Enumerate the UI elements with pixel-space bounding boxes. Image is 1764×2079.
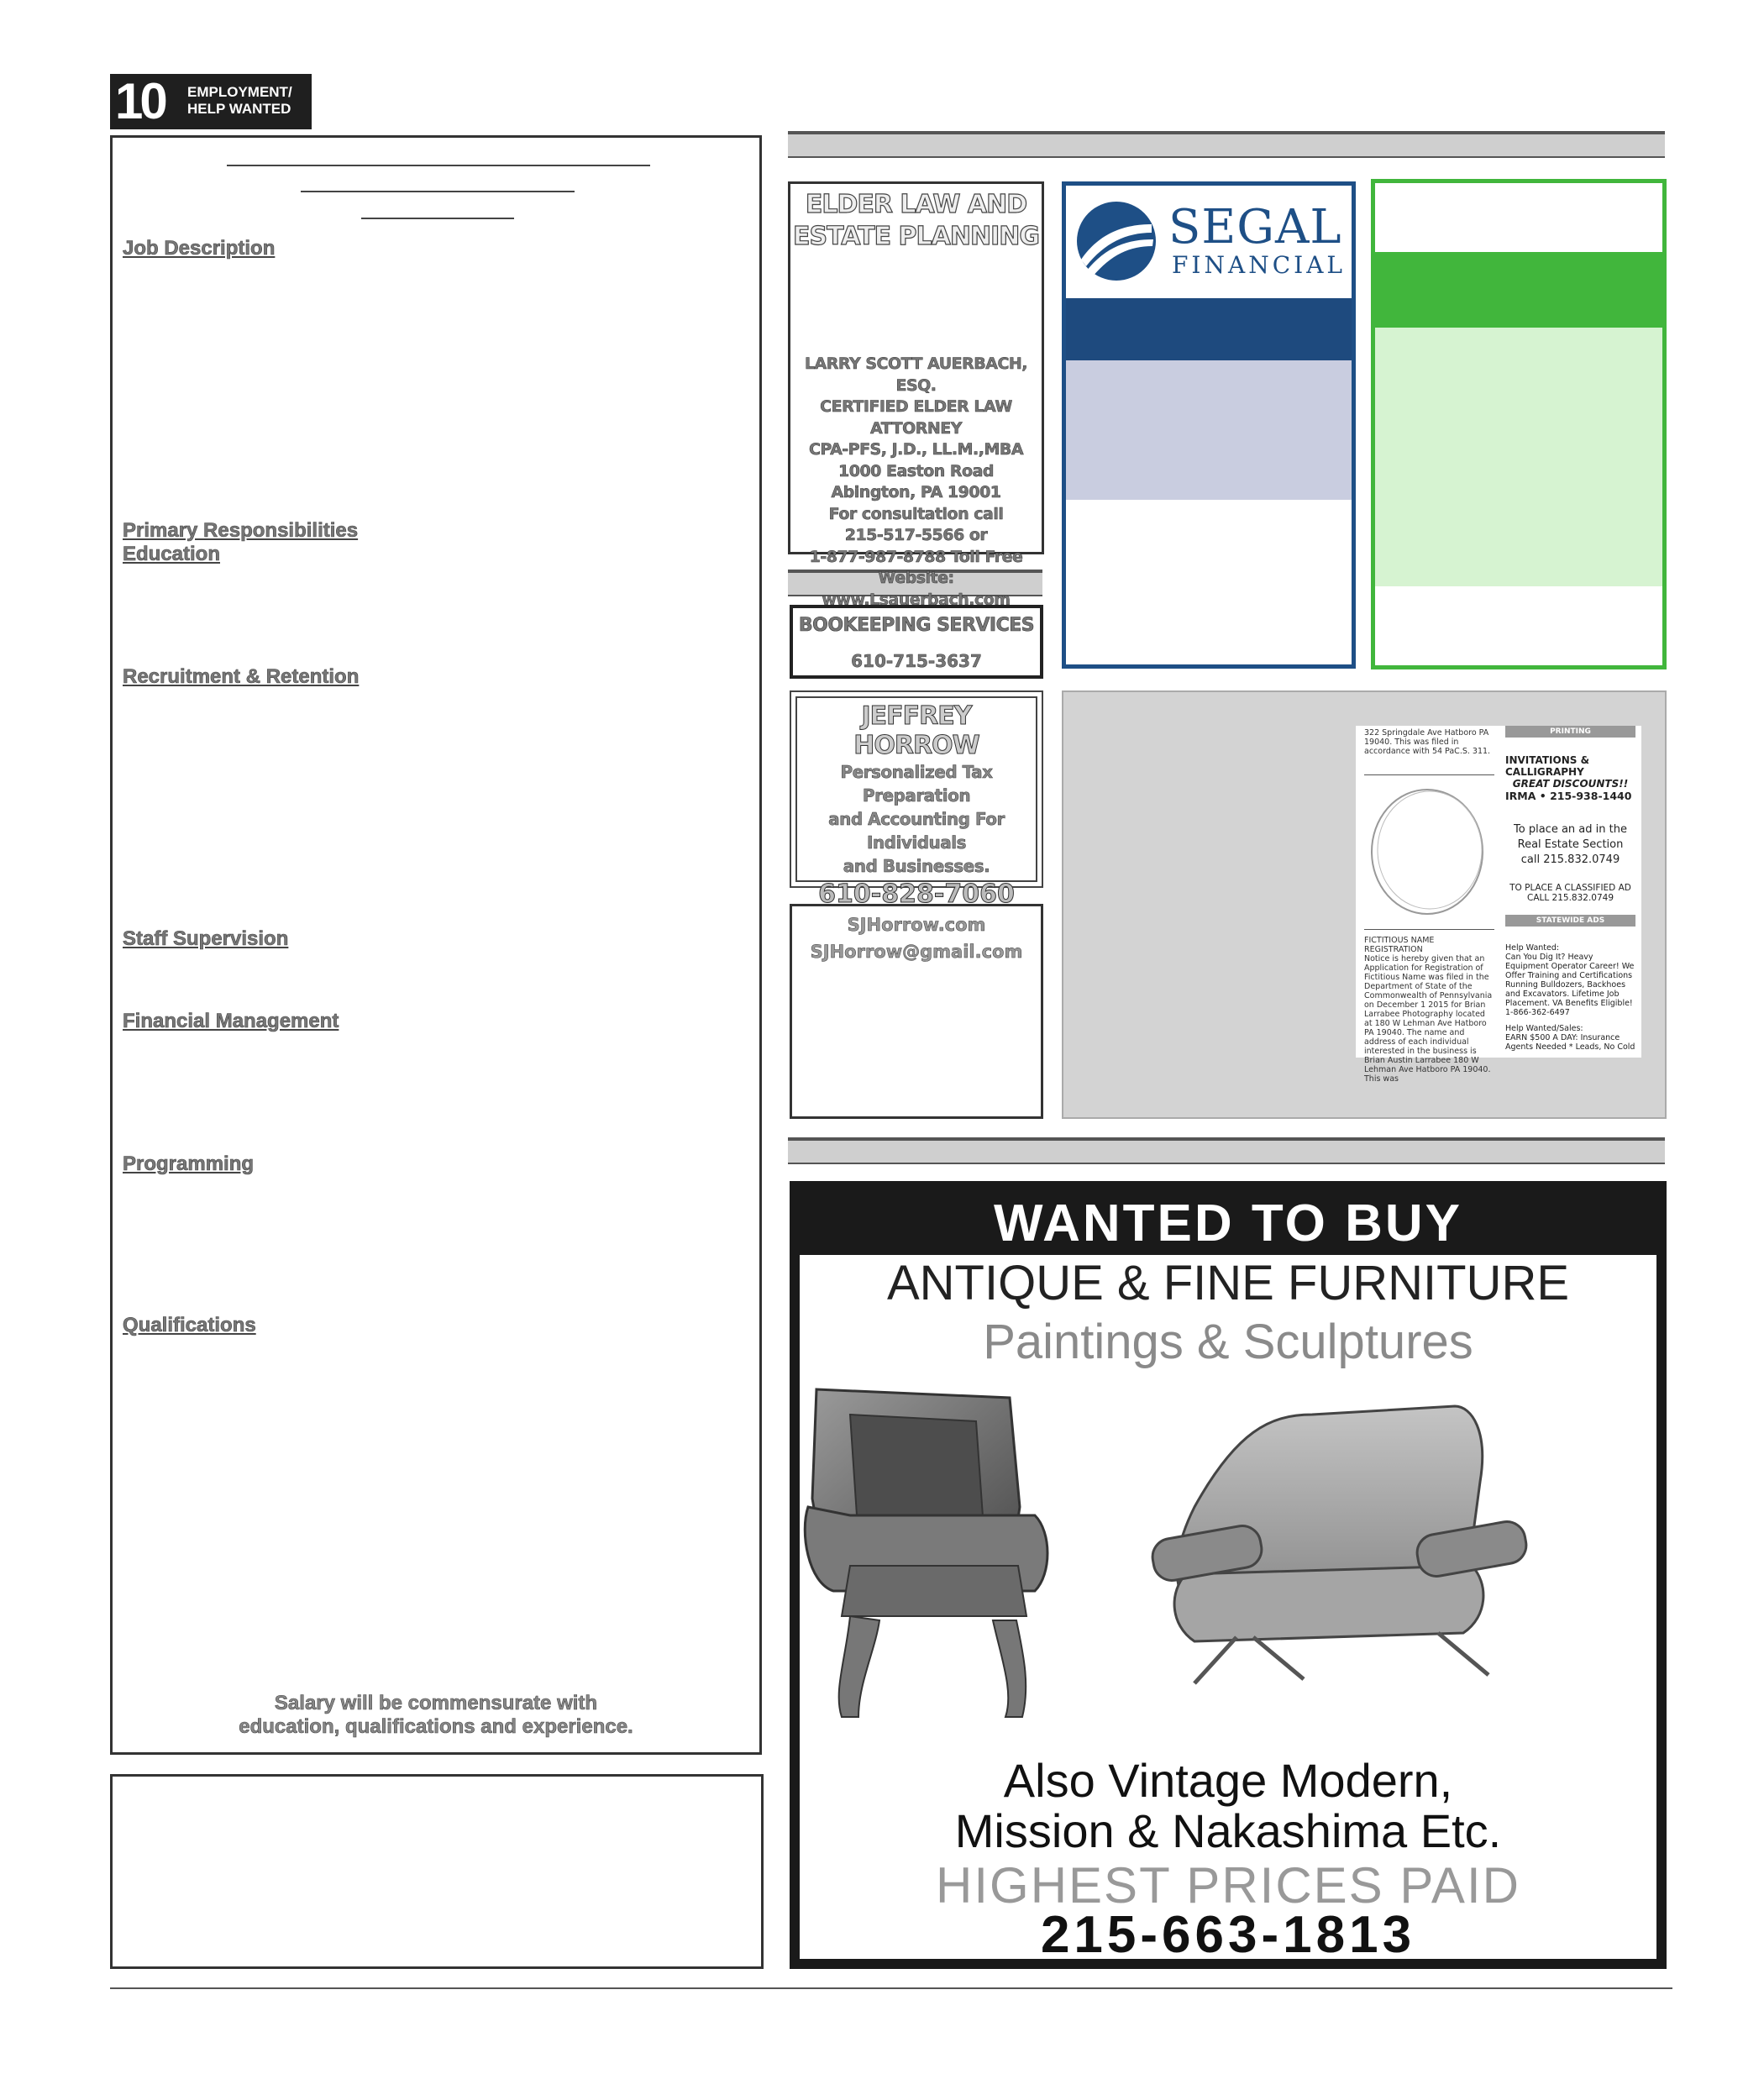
- section-title-line1: EMPLOYMENT/: [187, 84, 292, 100]
- green-ad: [1371, 179, 1667, 669]
- clipping-left-column: [1364, 726, 1494, 1084]
- realestate-line: call 215.832.0749: [1520, 853, 1620, 866]
- elder-law-ad: [788, 181, 1044, 609]
- horrow-tax-ad: [790, 690, 1043, 962]
- elder-law-line: CPA-PFS, J.D., LL.M.,MBA: [808, 440, 1024, 459]
- segal-wordmark: SEGAL: [1168, 200, 1342, 255]
- wanted-line-vintage-1: Also Vintage Modern,: [1003, 1754, 1453, 1807]
- classified-notice: [1505, 883, 1635, 903]
- segal-blue-band: [1066, 298, 1352, 360]
- statewide-header: STATEWIDE ADS: [1505, 915, 1635, 927]
- furniture-illustration-icon: [800, 1381, 1656, 1751]
- title-rule-2: [301, 191, 575, 192]
- section-bar-bottom: [788, 1137, 1665, 1164]
- horrow-phone: 610-828-7060: [818, 879, 1015, 909]
- horrow-inner-frame: [795, 696, 1037, 962]
- printing-discount: GREAT DISCOUNTS!!: [1512, 778, 1629, 790]
- classified-clipping: [1356, 726, 1641, 1084]
- title-rule-3: [361, 218, 514, 219]
- elder-law-website: Website: www.Lsauerbach.com: [822, 569, 1011, 609]
- help-wanted-body: Can You Dig It? Heavy Equipment Operator Career! We Offer Training and Certifications Running Bulldozers, Backhoes and Excavators. Lifetime Job Placement. VA Benefits Eligible! 1-866-362-6497: [1505, 953, 1635, 1017]
- heading-recruitment-retention: Recruitment & Retention: [123, 665, 360, 688]
- wanted-headline: WANTED TO BUY: [994, 1194, 1462, 1252]
- page-footer-rule: [110, 1987, 1672, 1989]
- salary-line-2: education, qualifications and experience.: [239, 1715, 633, 1738]
- wanted-highest-prices: HIGHEST PRICES PAID: [936, 1857, 1520, 1914]
- realestate-line: Real Estate Section: [1517, 838, 1624, 851]
- salary-line-1: Salary will be commensurate with: [274, 1692, 598, 1714]
- segal-subtitle: FINANCIAL: [1172, 251, 1347, 279]
- realestate-notice: [1505, 822, 1635, 868]
- help-wanted-label: Help Wanted:: [1505, 943, 1560, 953]
- wanted-to-buy-ad: [790, 1181, 1667, 1969]
- horrow-site: SJHorrow.com: [847, 915, 986, 935]
- blank-ad-box: [110, 1774, 764, 1969]
- wanted-ad-body: [800, 1255, 1656, 1964]
- section-title-line2: HELP WANTED: [187, 101, 291, 117]
- elder-law-line: 1000 Easton Road: [838, 461, 994, 480]
- clipping-right-column: [1505, 726, 1635, 1052]
- wanted-line-vintage: [800, 1756, 1656, 1856]
- heading-job-description: Job Description: [123, 237, 276, 260]
- wingback-chair-icon: [805, 1389, 1047, 1717]
- sales-body: EARN $500 A DAY: Insurance Agents Needed * Leads, No Cold: [1505, 1033, 1635, 1052]
- horrow-line: and Businesses.: [843, 856, 990, 876]
- realestate-line: To place an ad in the: [1514, 823, 1627, 836]
- horrow-name: JEFFREY HORROW: [853, 701, 979, 760]
- wanted-line-paintings: Paintings & Sculptures: [983, 1315, 1473, 1369]
- page-number: 10: [115, 73, 165, 129]
- heading-staff-supervision: Staff Supervision: [123, 927, 289, 950]
- elder-law-title-line1: ELDER LAW AND: [805, 190, 1027, 219]
- blank-ad-box-small: [790, 904, 1043, 1119]
- elder-law-line: LARRY SCOTT AUERBACH, ESQ.: [804, 354, 1028, 395]
- section-bar-top: [788, 131, 1665, 158]
- heading-programming: Programming: [123, 1152, 255, 1175]
- sales-label: Help Wanted/Sales:: [1505, 1024, 1583, 1033]
- section-header: [110, 74, 312, 129]
- elder-law-details: [790, 354, 1042, 611]
- horrow-line: Personalized Tax Preparation: [840, 762, 993, 806]
- elder-law-tollfree: 1-877-987-8788 Toll Free: [809, 547, 1023, 566]
- job-listing-ad: [110, 135, 762, 1755]
- wanted-phone: 215-663-1813: [1040, 1906, 1416, 1964]
- stamp-circle-icon: [1364, 783, 1490, 926]
- elder-law-title-line2: ESTATE PLANNING: [793, 222, 1039, 251]
- printing-header: PRINTING: [1505, 726, 1635, 738]
- classified-clipping-panel: [1062, 690, 1667, 1119]
- wanted-line-furniture: ANTIQUE & FINE FURNITURE: [886, 1256, 1570, 1310]
- horrow-email: SJHorrow@gmail.com: [810, 942, 1023, 962]
- clipping-heading: FICTITIOUS NAME REGISTRATION: [1364, 936, 1435, 954]
- segal-financial-ad: [1062, 181, 1356, 669]
- segal-lavender-band: [1066, 360, 1352, 500]
- clipping-notice-top: 322 Springdale Ave Hatboro PA 19040. This was filed in accordance with 54 PaC.S. 311.: [1364, 728, 1491, 756]
- clipping-divider: [1364, 774, 1494, 776]
- heading-qualifications: Qualifications: [123, 1314, 256, 1336]
- section-title: [187, 84, 292, 118]
- modern-sofa-icon: [1150, 1406, 1530, 1683]
- elder-law-line: For consultation call: [828, 504, 1004, 523]
- heading-financial-management: Financial Management: [123, 1010, 339, 1032]
- heading-primary-responsibilities: Primary Responsibilities: [123, 519, 359, 542]
- light-green-band: [1375, 328, 1662, 586]
- bookkeeping-ad: [790, 605, 1043, 679]
- green-band: [1375, 252, 1662, 328]
- elder-law-line: Abington, PA 19001: [831, 483, 1001, 501]
- printing-contact: IRMA • 215-938-1440: [1505, 790, 1632, 802]
- printing-title: INVITATIONS & CALLIGRAPHY: [1505, 754, 1590, 778]
- classified-line: CALL 215.832.0749: [1526, 893, 1614, 903]
- segal-logo-icon: [1074, 199, 1158, 283]
- bookkeeping-phone: 610-715-3637: [851, 651, 982, 671]
- horrow-line: and Accounting For Individuals: [828, 809, 1005, 853]
- elder-law-line: CERTIFIED ELDER LAW ATTORNEY: [820, 397, 1012, 438]
- heading-education: Education: [123, 543, 221, 565]
- clipping-divider: [1364, 929, 1494, 931]
- bookkeeping-title: BOOKEEPING SERVICES: [798, 615, 1035, 636]
- elder-law-title: [790, 189, 1042, 253]
- wanted-line-vintage-2: Mission & Nakashima Etc.: [954, 1804, 1502, 1857]
- elder-law-phone: 215-517-5566 or: [844, 526, 988, 544]
- title-rule-1: [227, 165, 650, 166]
- classified-line: TO PLACE A CLASSIFIED AD: [1509, 883, 1631, 893]
- clipping-notice-body: Notice is hereby given that an Application for Registration of Fictitious Name was filed in the Department of State of the Commonwealth of Pennsylvania on December 1 2015 for Brian Larrabee Photography located at 180 W Lehman Ave Hatboro PA 19040. The name and address of each individual interested in the business is Brian Austin Larrabee 180 W Lehman Ave Hatboro PA 19040. This was: [1364, 954, 1493, 1084]
